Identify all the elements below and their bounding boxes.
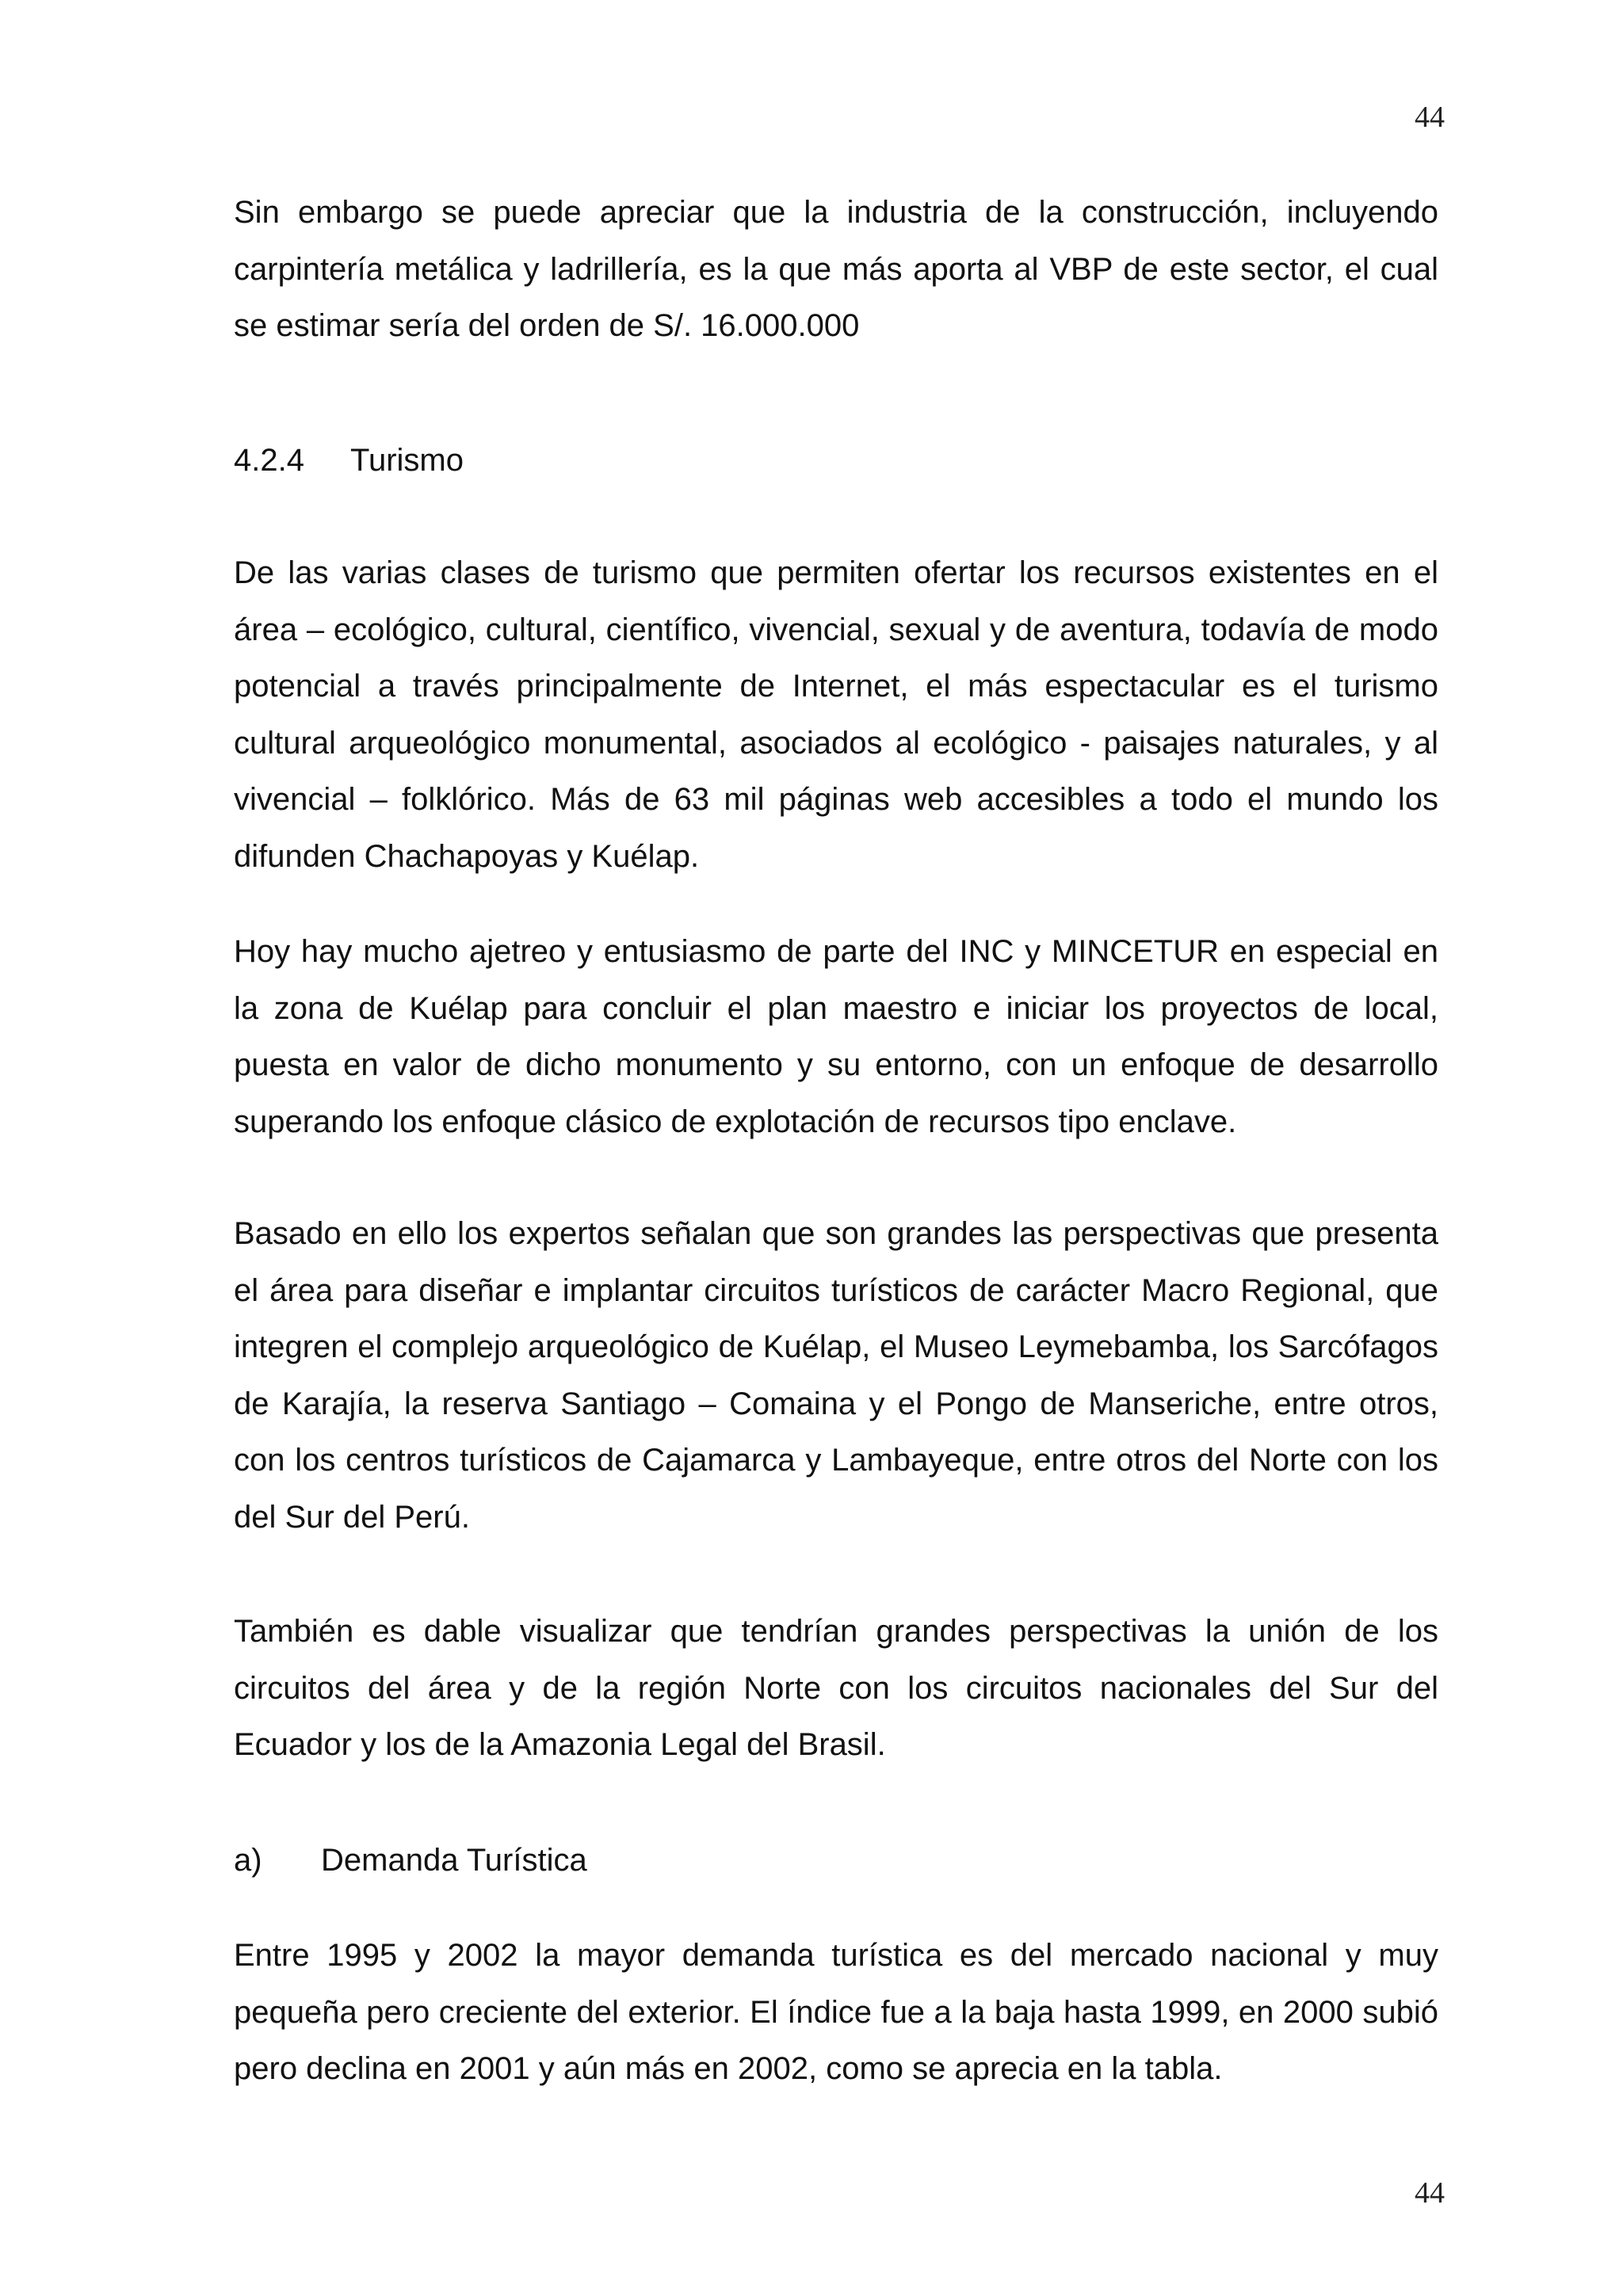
paragraph-circuits-union: También es dable visualizar que tendrían grandes perspectivas la unión de los circuitos del área y de la región Norte con los circuitos nacionales del Sur del Ecuador y los de la Amazonia Legal del Brasil. [234, 1614, 1438, 1762]
section-heading-turismo [234, 433, 464, 490]
page-number-top: 44 [1415, 101, 1445, 134]
subsection-letter: a) [234, 1843, 262, 1878]
paragraph-construction: Sin embargo se puede apreciar que la industria de la construcción, incluyendo carpintería metálica y ladrillería, es la que más aporta al VBP de este sector, el cual se estimar sería del orden de S/. 16.000.000 [234, 195, 1438, 343]
section-number: 4.2.4 [234, 443, 304, 478]
subsection-heading-demanda [234, 1833, 587, 1890]
paragraph-demand-1995-2002: Entre 1995 y 2002 la mayor demanda turística es del mercado nacional y muy pequeña pero creciente del exterior. El índice fue a la baja hasta 1999, en 2000 subió pero declina en 2001 y aún más en 2002, como se aprecia en la tabla. [234, 1938, 1438, 2086]
page-number-bottom: 44 [1415, 2176, 1445, 2210]
paragraph-tourism-types: De las varias clases de turismo que permiten ofertar los recursos existentes en el área – ecológico, cultural, científico, vivencial, sexual y de aventura, todavía de modo potencial a través principalmente de Internet, el más espectacular es el turismo cultural arqueológico monumental, asociados al ecológico - paisajes naturales, y al vivencial – folklórico. Más de 63 mil páginas web accesibles a todo el mundo los difunden Chachapoyas y Kuélap. [234, 555, 1438, 874]
section-title: Turismo [350, 443, 464, 478]
subsection-title: Demanda Turística [321, 1843, 587, 1878]
paragraph-kuelap-plan: Hoy hay mucho ajetreo y entusiasmo de parte del INC y MINCETUR en especial en la zona de Kuélap para concluir el plan maestro e iniciar los proyectos de local, puesta en valor de dicho monumento y su entorno, con un enfoque de desarrollo superando los enfoque clásico de explotación de recursos tipo enclave. [234, 934, 1438, 1139]
paragraph-circuits-macro-regional: Basado en ello los expertos señalan que son grandes las perspectivas que presenta el área para diseñar e implantar circuitos turísticos de carácter Macro Regional, que integren el complejo arqueológico de Kuélap, el Museo Leymebamba, los Sarcófagos de Karajía, la reserva Santiago – Comaina y el Pongo de Manseriche, entre otros, con los centros turísticos de Cajamarca y Lambayeque, entre otros del Norte con los del Sur del Perú. [234, 1216, 1438, 1535]
